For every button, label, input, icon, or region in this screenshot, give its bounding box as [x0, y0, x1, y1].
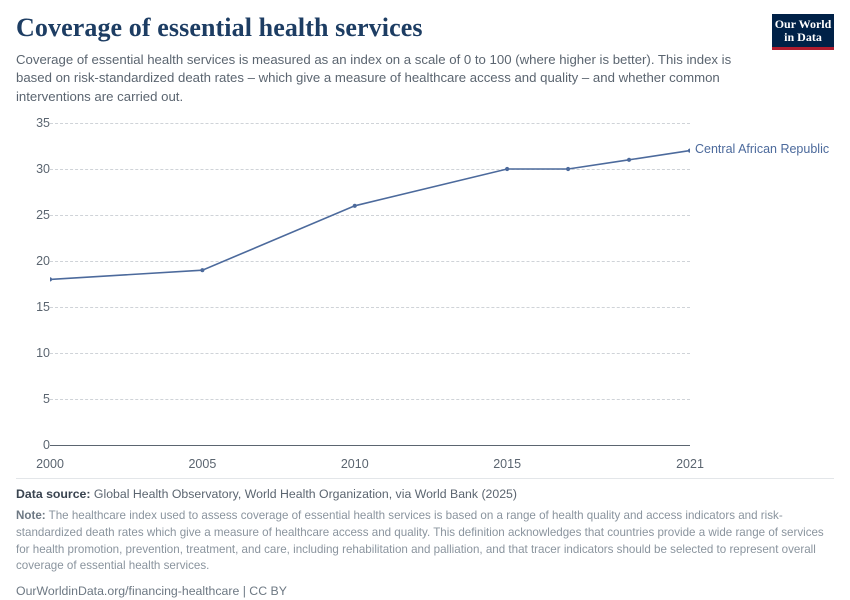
y-tick-label: 25: [36, 207, 50, 222]
license-line[interactable]: OurWorldinData.org/financing-healthcare | CC BY: [16, 584, 287, 599]
footer-divider: [16, 478, 834, 479]
owid-logo[interactable]: [772, 14, 834, 50]
x-tick-label: 2021: [676, 456, 704, 471]
x-tick-label: 2005: [188, 456, 217, 471]
chart-footer: [16, 478, 834, 598]
chart-note-text: The healthcare index used to assess coverage of essential health services is based on a range of health quality and access indicators and risk-standardized death rates which give a measure of healthcare access and quality. This definition acknowledges that countries provide a wide range of services for health promotion, prevention, treatment, and care, including rehabilitation and palliation, and that tracer indicators should be selected to represent overall coverage of essential health services.: [16, 509, 824, 573]
y-tick-label: 20: [36, 253, 50, 268]
data-source-text: Global Health Observatory, World Health Organization, via World Bank (2025): [93, 487, 517, 501]
y-tick-label: 30: [36, 161, 50, 176]
chart-note-label: Note:: [16, 509, 46, 522]
logo-line-2: in Data: [784, 29, 822, 44]
page-title: Coverage of essential health services: [16, 13, 423, 42]
y-tick-label: 5: [43, 391, 50, 406]
chart-subtitle: Coverage of essential health services is measured as an index on a scale of 0 to 100 (where higher is better). This index is based on risk-standardized death rates – which give a measure of healthcare access and quality – and whether common interventions are carried out.: [16, 51, 732, 105]
series-label-central-african-republic[interactable]: Central African Republic: [695, 142, 830, 157]
y-tick-label: 35: [36, 115, 50, 130]
chart-area[interactable]: [16, 115, 834, 470]
x-tick-label: 2010: [340, 456, 369, 471]
x-tick-label: 2000: [36, 456, 64, 471]
y-tick-label: 10: [36, 345, 50, 360]
chart-note: [16, 508, 828, 575]
logo-line-1: Our World: [774, 17, 832, 31]
data-source-label: Data source:: [16, 487, 91, 501]
data-source: [16, 487, 834, 501]
x-tick-label: 2015: [493, 456, 522, 471]
y-tick-label: 0: [43, 437, 50, 452]
y-tick-label: 15: [36, 299, 50, 314]
